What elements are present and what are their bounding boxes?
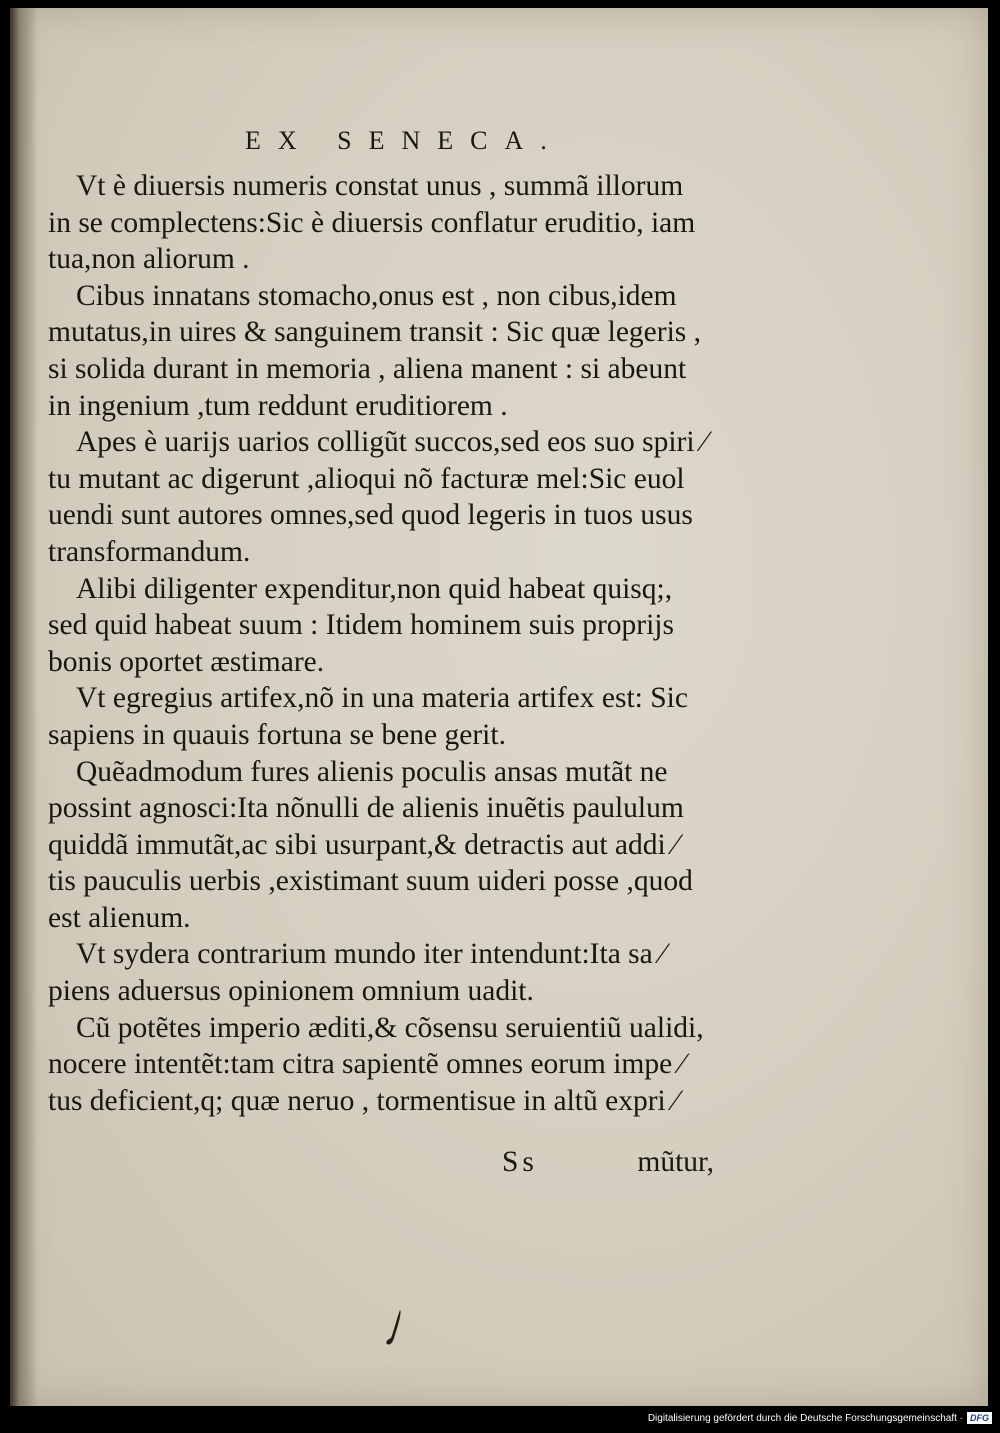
text-line: transformandum. (48, 535, 251, 568)
text-line: Quẽadmodum fures alienis poculis ansas mutãt ne (76, 755, 668, 788)
text-line: Cibus innatans stomacho,onus est , non cibus,idem (76, 279, 677, 312)
page-gutter (10, 8, 38, 1406)
text-line: in se complectens:Sic è diuersis conflatur eruditio, iam (48, 206, 696, 239)
text-line: est alienum. (48, 901, 191, 934)
text-line: nocere intentẽt:tam citra sapientẽ omnes eorum impe ⁄ (48, 1048, 685, 1081)
text-line: uendi sunt autores omnes,sed quod legeris in tuos usus (48, 499, 693, 532)
signature-mark: Ss (502, 1146, 538, 1178)
body-text (48, 168, 738, 1119)
paragraph-4 (48, 571, 738, 681)
dfg-logo: DFG (967, 1412, 992, 1424)
text-line: quiddã immutãt,ac sibi usurpant,& detractis aut addi ⁄ (48, 828, 679, 861)
text-line: Cũ potẽtes imperio æditi,& cõsensu seruientiũ ualidi, (76, 1011, 704, 1044)
text-line: tus deficient,q; quæ neruo , tormentisue in altũ expri ⁄ (48, 1084, 679, 1117)
text-line: possint agnosci:Ita nõnulli de alienis inuẽtis paululum (48, 792, 684, 825)
running-head: EX SENECA. (245, 126, 564, 155)
text-line: si solida durant in memoria , aliena manent : si abeunt (48, 352, 687, 385)
text-line: piens aduersus opinionem omnium uadit. (48, 975, 534, 1008)
text-line: Vt egregius artifex,nõ in una materia artifex est: Sic (76, 682, 688, 715)
text-line: tu mutant ac digerunt ,alioqui nõ facturæ mel:Sic euol (48, 462, 685, 495)
text-line: Vt sydera contrarium mundo iter intendunt:Ita sa ⁄ (76, 938, 666, 971)
text-line: in ingenium ,tum reddunt eruditiorem . (48, 389, 508, 422)
ink-blot-mark (384, 1308, 406, 1348)
paragraph-3 (48, 424, 738, 570)
text-line: Apes è uarijs uarios colligũt succos,sed eos suo spiri ⁄ (76, 426, 707, 459)
text-line: bonis oportet æstimare. (48, 645, 325, 678)
text-line: sapiens in quauis fortuna se bene gerit. (48, 718, 506, 751)
paragraph-7 (48, 936, 738, 1009)
text-line: Alibi diligenter expenditur,non quid habeat quisq;, (76, 572, 673, 605)
paragraph-2 (48, 278, 738, 424)
paragraph-8 (48, 1010, 738, 1120)
text-line: tua,non aliorum . (48, 243, 250, 276)
book-page (10, 8, 988, 1406)
text-line: Vt è diuersis numeris constat unus , summã illorum (76, 170, 684, 202)
text-line: mutatus,in uires & sanguinem transit : Sic quæ legeris , (48, 316, 702, 349)
catchword: mũtur, (637, 1146, 715, 1178)
paragraph-5 (48, 680, 738, 753)
text-line: tis pauculis uerbis ,existimant suum uideri posse ,quod (48, 865, 693, 898)
digitization-credit (648, 1411, 992, 1425)
credit-text: Digitalisierung gefördert durch die Deutsche Forschungsgemeinschaft · (647, 1412, 963, 1424)
catchword-line (502, 1146, 732, 1179)
paragraph-1 (48, 168, 738, 278)
paragraph-6 (48, 754, 738, 937)
text-line: sed quid habeat suum : Itidem hominem suis proprijs (48, 609, 674, 642)
